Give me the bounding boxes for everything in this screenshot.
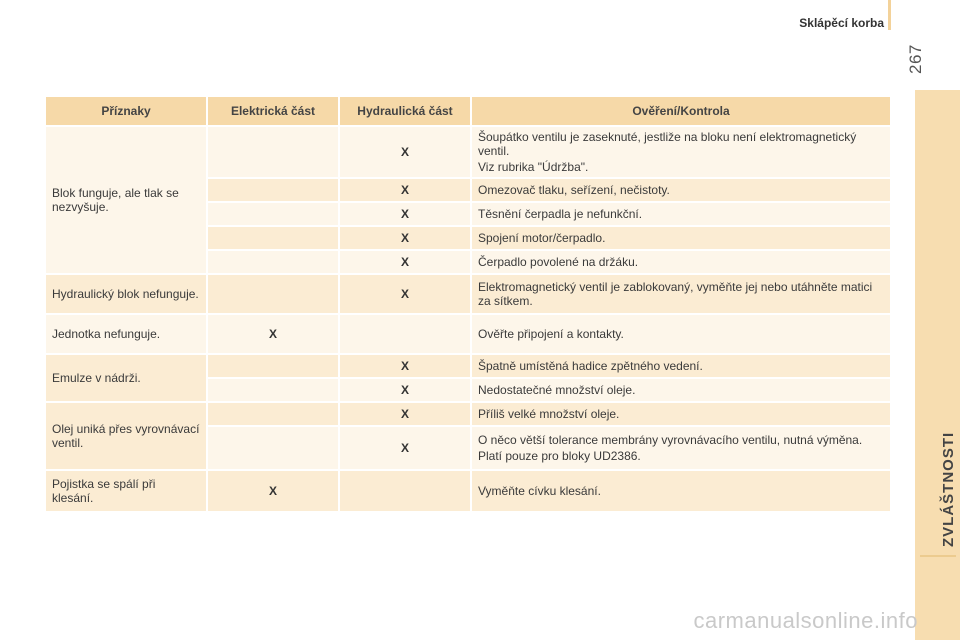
check-cell [472, 379, 890, 401]
hydraulic-mark-cell: X [340, 275, 470, 313]
table-row [46, 355, 890, 377]
section-title: Sklápěcí korba [799, 16, 884, 30]
hydraulic-mark-cell: X [340, 251, 470, 273]
hydraulic-mark-cell: X [340, 127, 470, 177]
table-row [46, 315, 890, 353]
symptom-cell: Blok funguje, ale tlak se nezvyšuje. [46, 127, 206, 273]
electrical-mark-cell [208, 227, 338, 249]
check-cell [472, 471, 890, 511]
electrical-mark-cell [208, 179, 338, 201]
check-text: Omezovač tlaku, seřízení, nečistoty. [478, 183, 670, 197]
table-header-row [46, 97, 890, 125]
check-cell [472, 227, 890, 249]
column-header-hydraulic: Hydraulická část [340, 97, 470, 125]
check-text: Nedostatečné množství oleje. [478, 383, 636, 397]
symptom-cell: Olej uniká přes vyrovnávací ventil. [46, 403, 206, 469]
column-header-electrical: Elektrická část [208, 97, 338, 125]
symptom-cell: Jednotka nefunguje. [46, 315, 206, 353]
check-cell [472, 315, 890, 353]
symptom-cell: Pojistka se spálí při klesání. [46, 471, 206, 511]
electrical-mark-cell [208, 427, 338, 469]
electrical-mark-cell: X [208, 471, 338, 511]
symptom-cell: Hydraulický blok nefunguje. [46, 275, 206, 313]
side-tab-divider [920, 555, 956, 557]
check-text: Elektromagnetický ventil je zablokovaný, vyměňte jej nebo utáhněte matici za sítkem. [478, 280, 873, 308]
table-row [46, 403, 890, 425]
electrical-mark-cell [208, 203, 338, 225]
table-row [46, 471, 890, 511]
hydraulic-mark-cell: X [340, 403, 470, 425]
check-cell [472, 355, 890, 377]
hydraulic-mark-cell: X [340, 379, 470, 401]
symptom-cell: Emulze v nádrži. [46, 355, 206, 401]
electrical-mark-cell [208, 251, 338, 273]
side-tab-strip [915, 90, 960, 640]
electrical-mark-cell [208, 275, 338, 313]
troubleshooting-table [44, 95, 892, 513]
electrical-mark-cell [208, 379, 338, 401]
electrical-mark-cell [208, 403, 338, 425]
check-cell [472, 275, 890, 313]
check-cell [472, 179, 890, 201]
hydraulic-mark-cell: X [340, 203, 470, 225]
check-text: Vyměňte cívku klesání. [478, 484, 601, 498]
table-body [46, 127, 890, 511]
check-text: Šoupátko ventilu je zaseknuté, jestliže na bloku není elektromagnetický ventil. [478, 130, 857, 158]
hydraulic-mark-cell: X [340, 179, 470, 201]
check-note: Platí pouze pro bloky UD2386. [478, 449, 641, 463]
side-tab-label: ZVLÁŠTNOSTI [940, 431, 957, 547]
header-accent-rule [888, 0, 891, 30]
check-text: Těsnění čerpadla je nefunkční. [478, 207, 643, 221]
hydraulic-mark-cell [340, 471, 470, 511]
check-text: Ověřte připojení a kontakty. [478, 327, 624, 341]
check-text: Čerpadlo povolené na držáku. [478, 255, 639, 269]
check-cell [472, 203, 890, 225]
hydraulic-mark-cell: X [340, 227, 470, 249]
check-cell [472, 427, 890, 469]
electrical-mark-cell [208, 127, 338, 177]
check-text: Špatně umístěná hadice zpětného vedení. [478, 359, 703, 373]
check-cell [472, 403, 890, 425]
check-note: Viz rubrika "Údržba". [478, 160, 589, 174]
page-number: 267 [906, 44, 925, 74]
hydraulic-mark-cell: X [340, 355, 470, 377]
check-cell [472, 251, 890, 273]
table-row [46, 275, 890, 313]
hydraulic-mark-cell [340, 315, 470, 353]
column-header-check: Ověření/Kontrola [472, 97, 890, 125]
check-text: Spojení motor/čerpadlo. [478, 231, 606, 245]
check-text: Příliš velké množství oleje. [478, 407, 620, 421]
column-header-symptoms: Příznaky [46, 97, 206, 125]
hydraulic-mark-cell: X [340, 427, 470, 469]
watermark: carmanualsonline.info [693, 608, 918, 633]
electrical-mark-cell: X [208, 315, 338, 353]
electrical-mark-cell [208, 355, 338, 377]
table-row [46, 127, 890, 177]
check-text: O něco větší tolerance membrány vyrovnávacího ventilu, nutná výměna. [478, 433, 863, 447]
check-cell [472, 127, 890, 177]
